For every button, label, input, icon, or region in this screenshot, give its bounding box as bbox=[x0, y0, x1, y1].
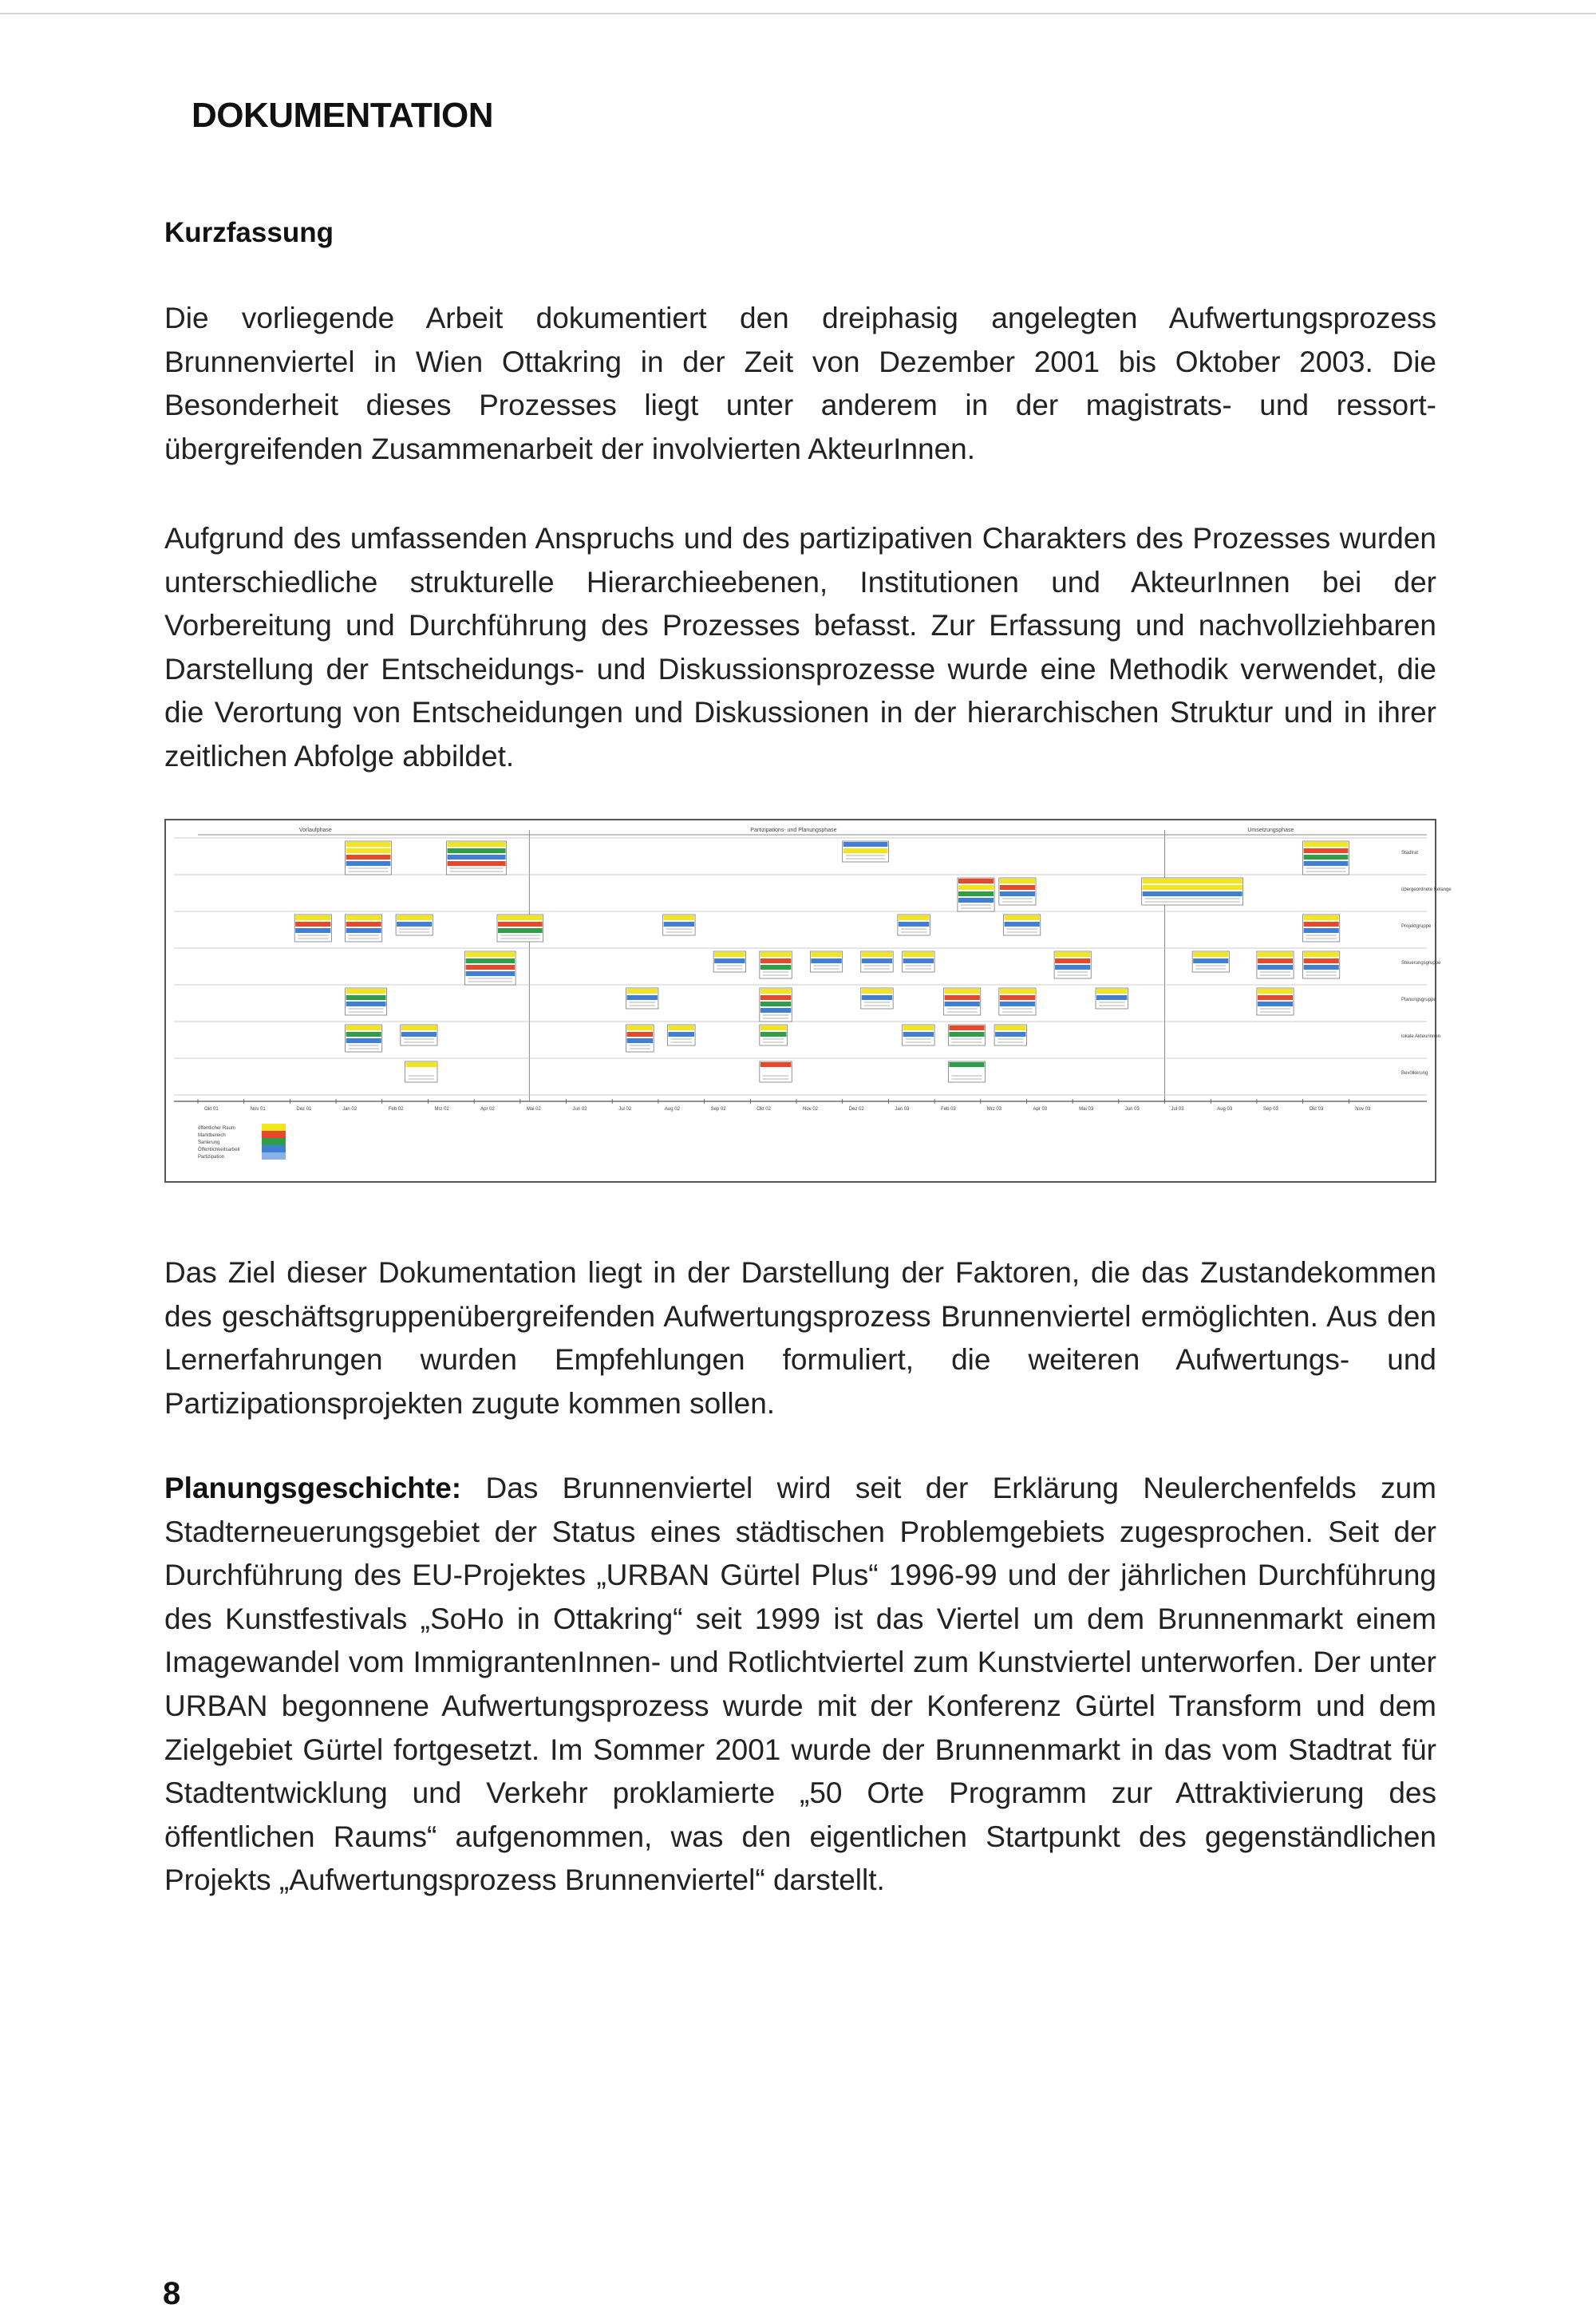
event-color-band bbox=[1304, 928, 1339, 933]
event-color-band bbox=[903, 958, 934, 963]
event-color-band bbox=[295, 928, 330, 933]
month-tick-label: Mrz 03 bbox=[986, 1107, 1002, 1112]
month-tick-label: Aug 03 bbox=[1217, 1107, 1233, 1112]
event-color-band bbox=[498, 915, 543, 920]
event-color-band bbox=[498, 928, 543, 933]
legend-label: Partizipation bbox=[198, 1155, 225, 1160]
event-color-band bbox=[448, 848, 506, 853]
event-color-band bbox=[295, 922, 330, 927]
month-tick-label: Aug 02 bbox=[664, 1107, 680, 1112]
event-color-band bbox=[862, 989, 892, 994]
event-color-band bbox=[1000, 995, 1035, 1000]
event-color-band bbox=[903, 1026, 934, 1030]
event-color-band bbox=[1000, 989, 1035, 994]
month-tick-label: Jun 03 bbox=[1124, 1107, 1140, 1112]
event-color-band bbox=[1304, 958, 1339, 963]
paragraph-goal: Das Ziel dieser Dokumentation liegt in der Darstellung der Faktoren, die das Zustandekommen des geschäftsgruppenübergreifenden Aufwertungsprozess Brunnenviertel ermöglichten. Aus den Lernerfahrungen wurden Empfehlungen formuliert, die weiteren Aufwertungs- und Partizipationsprojekten zugute kommen sollen. bbox=[164, 1256, 1436, 1420]
event-color-band bbox=[1304, 915, 1339, 920]
month-tick-label: Mai 03 bbox=[1079, 1107, 1094, 1112]
phase-label: Vorlaufphase bbox=[298, 828, 332, 833]
event-color-band bbox=[903, 1032, 934, 1037]
month-tick-label: Sep 03 bbox=[1262, 1107, 1278, 1112]
event-color-band bbox=[760, 1008, 791, 1013]
row-label: Stadtrat bbox=[1401, 851, 1419, 856]
event-color-band bbox=[958, 898, 994, 903]
month-tick-label: Dez 01 bbox=[296, 1107, 312, 1112]
event-color-band bbox=[899, 915, 929, 920]
row-label: Planungsgruppe bbox=[1401, 998, 1436, 1002]
event-color-band bbox=[945, 989, 980, 994]
event-color-band bbox=[664, 922, 694, 927]
event-color-band bbox=[811, 958, 841, 963]
month-tick-label: Jul 02 bbox=[618, 1107, 632, 1112]
event-color-band bbox=[949, 1062, 984, 1067]
legend-swatch bbox=[262, 1124, 286, 1131]
event-color-band bbox=[346, 915, 381, 920]
month-tick-label: Dez 02 bbox=[848, 1107, 864, 1112]
month-tick-label: Sep 02 bbox=[710, 1107, 726, 1112]
event-color-band bbox=[1193, 958, 1228, 963]
legend-label: öffentlicher Raum bbox=[198, 1126, 235, 1131]
event-color-band bbox=[760, 995, 791, 1000]
event-color-band bbox=[1055, 958, 1090, 963]
event-color-band bbox=[862, 952, 892, 957]
event-color-band bbox=[346, 848, 391, 853]
event-color-band bbox=[1055, 965, 1090, 970]
event-color-band bbox=[714, 952, 745, 957]
event-color-band bbox=[1143, 891, 1242, 896]
section-subheading: Kurzfassung bbox=[164, 217, 334, 248]
event-color-band bbox=[1304, 848, 1349, 853]
event-color-band bbox=[958, 879, 994, 883]
row-label: übergeordnete Belange bbox=[1401, 887, 1452, 892]
event-color-band bbox=[448, 842, 506, 847]
event-color-band bbox=[448, 861, 506, 866]
legend-swatch bbox=[262, 1152, 286, 1160]
event-color-band bbox=[627, 989, 658, 994]
row-label: Projektgruppe bbox=[1401, 924, 1432, 929]
row-label: Bevölkerung bbox=[1401, 1071, 1428, 1076]
event-color-band bbox=[1143, 879, 1242, 883]
month-tick-label: Jan 02 bbox=[342, 1107, 358, 1112]
event-color-band bbox=[346, 1002, 386, 1006]
event-color-band bbox=[862, 995, 892, 1000]
event-color-band bbox=[760, 965, 791, 970]
phase-label: Umsetzungsphase bbox=[1247, 828, 1294, 833]
event-color-band bbox=[1000, 879, 1035, 883]
event-color-band bbox=[1304, 965, 1339, 970]
event-color-band bbox=[1000, 1002, 1035, 1006]
month-tick-label: Feb 02 bbox=[388, 1107, 404, 1112]
month-tick-label: Okt 03 bbox=[1309, 1107, 1324, 1112]
event-color-band bbox=[1304, 861, 1349, 866]
event-color-band bbox=[406, 1062, 437, 1067]
month-tick-label: Jul 03 bbox=[1171, 1107, 1184, 1112]
event-color-band bbox=[1005, 922, 1040, 927]
legend-swatch bbox=[262, 1138, 286, 1145]
event-color-band bbox=[1005, 915, 1040, 920]
event-color-band bbox=[899, 922, 929, 927]
legend-label: Öffentlichkeitsarbeit bbox=[198, 1148, 240, 1152]
event-color-band bbox=[1000, 891, 1035, 896]
event-color-band bbox=[627, 995, 658, 1000]
event-color-band bbox=[466, 952, 515, 957]
event-color-band bbox=[903, 952, 934, 957]
page-heading: DOKUMENTATION bbox=[192, 96, 494, 135]
event-color-band bbox=[1096, 995, 1127, 1000]
event-color-band bbox=[1258, 989, 1293, 994]
event-color-band bbox=[346, 1038, 381, 1043]
event-color-band bbox=[448, 855, 506, 860]
event-color-band bbox=[397, 922, 432, 927]
legend-label: Marktbereich bbox=[198, 1133, 226, 1138]
event-color-band bbox=[1096, 989, 1127, 994]
event-color-band bbox=[1258, 965, 1293, 970]
paragraph-intro: Die vorliegende Arbeit dokumentiert den dreiphasig angelegten Aufwertungsprozess Brunnenviertel in Wien Ottakring in der Zeit von Dezember 2001 bis Oktober 2003. Die Besonderheit dieses Prozesses liegt unter anderem in der magistrats- und ressort-übergreifenden Zusammenarbeit der involvierten AkteurInnen. bbox=[164, 302, 1436, 465]
event-color-band bbox=[466, 965, 515, 970]
event-color-band bbox=[1258, 995, 1293, 1000]
process-timeline-figure bbox=[164, 819, 1452, 1183]
event-color-band bbox=[760, 989, 791, 994]
event-color-band bbox=[1000, 885, 1035, 890]
paragraph-method: Aufgrund des umfassenden Anspruchs und des partizipativen Charakters des Prozesses wurden unterschiedliche strukturelle Hierarchieebenen, Institutionen und AkteurInnen bei der Vorbereitung und Durchführung des Prozesses befasst. Zur Erfassung und nachvollziehbaren Darstellung der Entscheidungs- und Diskussionsprozesse wurde eine Methodik verwendet, die die Verortung von Entscheidungen und Diskussionen in der hierarchischen Struktur und in ihrer zeitlichen Abfolge abbildet. bbox=[164, 522, 1436, 773]
event-color-band bbox=[1304, 922, 1339, 927]
process-timeline-diagram bbox=[166, 820, 1452, 1181]
month-tick-label: Apr 02 bbox=[480, 1107, 495, 1112]
event-color-band bbox=[1304, 952, 1339, 957]
event-color-band bbox=[760, 1002, 791, 1006]
event-color-band bbox=[843, 848, 888, 853]
month-tick-label: Mrz 02 bbox=[434, 1107, 449, 1112]
event-color-band bbox=[1193, 952, 1228, 957]
legend-swatch bbox=[262, 1145, 286, 1152]
month-tick-label: Nov 03 bbox=[1355, 1107, 1371, 1112]
event-color-band bbox=[346, 1026, 381, 1030]
event-color-band bbox=[668, 1032, 694, 1037]
page-top-rule bbox=[0, 13, 1596, 14]
row-label: lokale Akteurinnen bbox=[1401, 1034, 1441, 1039]
event-color-band bbox=[760, 1026, 787, 1030]
event-color-band bbox=[627, 1038, 654, 1043]
event-color-band bbox=[995, 1026, 1025, 1030]
event-color-band bbox=[346, 995, 386, 1000]
event-color-band bbox=[862, 958, 892, 963]
legend-swatch bbox=[262, 1131, 286, 1138]
row-label: Steuerungsgruppe bbox=[1401, 961, 1441, 966]
event-color-band bbox=[346, 922, 381, 927]
event-color-band bbox=[995, 1032, 1025, 1037]
month-tick-label: Nov 02 bbox=[803, 1107, 819, 1112]
event-color-band bbox=[466, 958, 515, 963]
event-color-band bbox=[949, 1032, 984, 1037]
event-color-band bbox=[714, 958, 745, 963]
event-color-band bbox=[401, 1032, 437, 1037]
month-tick-label: Okt 02 bbox=[757, 1107, 771, 1112]
event-color-band bbox=[760, 1032, 787, 1037]
event-color-band bbox=[401, 1026, 437, 1030]
event-color-band bbox=[760, 1062, 791, 1067]
planning-history-label: Planungsgeschichte: bbox=[164, 1472, 462, 1504]
event-color-band bbox=[958, 885, 994, 890]
event-color-band bbox=[346, 855, 391, 860]
event-color-band bbox=[627, 1026, 654, 1030]
event-color-band bbox=[760, 958, 791, 963]
month-tick-label: Okt 01 bbox=[204, 1107, 219, 1112]
event-color-band bbox=[346, 842, 391, 847]
event-color-band bbox=[295, 915, 330, 920]
month-tick-label: Nov 01 bbox=[250, 1107, 266, 1112]
event-color-band bbox=[668, 1026, 694, 1030]
event-color-band bbox=[627, 1032, 654, 1037]
event-color-band bbox=[945, 995, 980, 1000]
month-tick-label: Apr 03 bbox=[1033, 1107, 1048, 1112]
event-color-band bbox=[843, 842, 888, 847]
event-color-band bbox=[498, 922, 543, 927]
event-color-band bbox=[1143, 885, 1242, 890]
event-color-band bbox=[949, 1026, 984, 1030]
event-color-band bbox=[1258, 1002, 1293, 1006]
event-color-band bbox=[397, 915, 432, 920]
planning-history-text: Das Brunnenviertel wird seit der Erklärung Neulerchenfelds zum Stadterneuerungsgebiet der Status eines städtischen Problemgebiets zugesprochen. Seit der Durchführung des EU-Projektes „URBAN Gürtel Plus“ 1996-99 und der jährlichen Durchführung des Kunstfestivals „SoHo in Ottakring“ seit 1999 ist das Viertel um dem Brunnenmarkt einem Imagewandel vom ImmigrantenInnen- und Rotlichtviertel zum Kunstviertel unterworfen. Der unter URBAN begonnene Aufwertungsprozess wurde mit der Konferenz Gürtel Transform und dem Zielgebiet Gürtel fortgesetzt. Im Sommer 2001 wurde der Brunnenmarkt in das vom Stadtrat für Stadtentwicklung und Verkehr proklamierte „50 Orte Programm zur Attraktivierung des öffentlichen Raums“ aufgenommen, was den eigentlichen Startpunkt des gegenständlichen Projekts „Aufwertungsprozess Brunnenviertel“ darstellt. bbox=[164, 1472, 1436, 1897]
event-color-band bbox=[1258, 952, 1293, 957]
event-color-band bbox=[1258, 958, 1293, 963]
event-color-band bbox=[1304, 842, 1349, 847]
event-color-band bbox=[760, 952, 791, 957]
phase-label: Partizipations- und Planungsphase bbox=[750, 828, 837, 833]
event-color-band bbox=[346, 928, 381, 933]
event-color-band bbox=[664, 915, 694, 920]
paragraph-planning-history bbox=[164, 1467, 1436, 1903]
event-color-band bbox=[346, 989, 386, 994]
legend-label: Sanierung bbox=[198, 1140, 220, 1145]
event-color-band bbox=[346, 861, 391, 866]
event-color-band bbox=[466, 971, 515, 976]
event-color-band bbox=[945, 1002, 980, 1006]
month-tick-label: Jun 02 bbox=[572, 1107, 587, 1112]
event-color-band bbox=[811, 952, 841, 957]
page-number: 8 bbox=[163, 2276, 181, 2311]
month-tick-label: Mai 02 bbox=[526, 1107, 541, 1112]
event-color-band bbox=[1055, 952, 1090, 957]
event-color-band bbox=[958, 891, 994, 896]
event-color-band bbox=[346, 1032, 381, 1037]
month-tick-label: Feb 03 bbox=[941, 1107, 956, 1112]
month-tick-label: Jan 03 bbox=[895, 1107, 910, 1112]
event-color-band bbox=[1304, 855, 1349, 860]
